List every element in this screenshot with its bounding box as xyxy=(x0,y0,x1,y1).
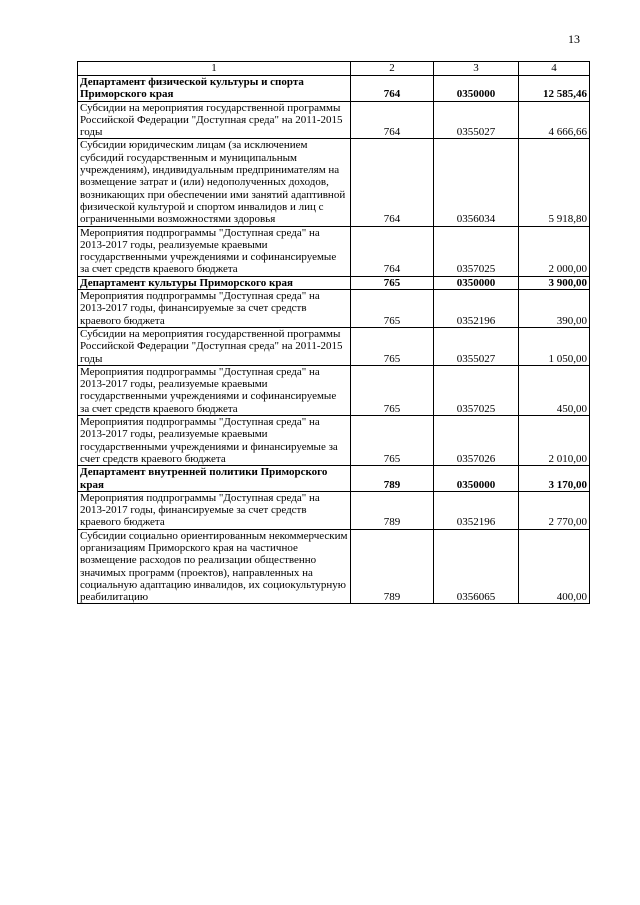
row-classifier-code: 0355027 xyxy=(434,327,519,365)
budget-table xyxy=(77,61,590,604)
row-amount: 2 770,00 xyxy=(519,491,590,529)
row-amount: 450,00 xyxy=(519,365,590,415)
row-department-code: 765 xyxy=(351,290,434,328)
row-amount: 3 170,00 xyxy=(519,466,590,492)
row-description: Субсидии на мероприятия государственной программы Российской Федерации "Доступная среда" на 2011-2015 годы xyxy=(78,327,351,365)
budget-table-body xyxy=(78,62,590,604)
row-classifier-code: 0357025 xyxy=(434,226,519,276)
row-description: Департамент культуры Приморского края xyxy=(78,276,351,289)
row-department-code: 764 xyxy=(351,226,434,276)
row-description: Субсидии на мероприятия государственной программы Российской Федерации "Доступная среда" на 2011-2015 годы xyxy=(78,101,351,139)
column-number-2: 2 xyxy=(351,62,434,76)
row-department-code: 765 xyxy=(351,365,434,415)
row-classifier-code: 0356065 xyxy=(434,529,519,604)
table-row xyxy=(78,139,590,226)
row-classifier-code: 0357026 xyxy=(434,416,519,466)
row-amount: 5 918,80 xyxy=(519,139,590,226)
column-number-4: 4 xyxy=(519,62,590,76)
row-classifier-code: 0350000 xyxy=(434,466,519,492)
row-description: Субсидии социально ориентированным некоммерческим организациям Приморского края на частичное возмещение расходов по реализации общественно значимых программ (проектов), направленных на социальную адаптацию инвалидов, их социокультурную реабилитацию xyxy=(78,529,351,604)
page-number: 13 xyxy=(568,32,580,46)
table-row xyxy=(78,327,590,365)
row-department-code: 764 xyxy=(351,139,434,226)
table-row xyxy=(78,365,590,415)
row-classifier-code: 0355027 xyxy=(434,101,519,139)
table-row xyxy=(78,491,590,529)
table-row xyxy=(78,101,590,139)
row-amount: 400,00 xyxy=(519,529,590,604)
row-department-code: 789 xyxy=(351,491,434,529)
row-amount: 1 050,00 xyxy=(519,327,590,365)
table-row xyxy=(78,529,590,604)
row-description: Мероприятия подпрограммы "Доступная среда" на 2013-2017 годы, реализуемые краевыми государственными учреждениями и финансируемые за счет средств краевого бюджета xyxy=(78,416,351,466)
row-description: Субсидии юридическим лицам (за исключением субсидий государственным и муниципальным учреждениям), индивидуальным предпринимателям на возмещение затрат и (или) недополученных доходов, возникающих при обеспечении ими занятий адаптивной физической культурой и спортом инвалидов и лиц с ограниченными возможностями здоровья xyxy=(78,139,351,226)
row-department-code: 764 xyxy=(351,101,434,139)
row-classifier-code: 0357025 xyxy=(434,365,519,415)
row-description: Мероприятия подпрограммы "Доступная среда" на 2013-2017 годы, финансируемые за счет средств краевого бюджета xyxy=(78,491,351,529)
row-amount: 12 585,46 xyxy=(519,76,590,102)
row-description: Мероприятия подпрограммы "Доступная среда" на 2013-2017 годы, финансируемые за счет средств краевого бюджета xyxy=(78,290,351,328)
row-amount: 4 666,66 xyxy=(519,101,590,139)
row-classifier-code: 0356034 xyxy=(434,139,519,226)
row-classifier-code: 0352196 xyxy=(434,491,519,529)
column-number-row xyxy=(78,62,590,76)
row-classifier-code: 0352196 xyxy=(434,290,519,328)
row-department-code: 789 xyxy=(351,466,434,492)
row-amount: 2 000,00 xyxy=(519,226,590,276)
row-amount: 390,00 xyxy=(519,290,590,328)
row-department-code: 789 xyxy=(351,529,434,604)
row-description: Департамент внутренней политики Приморского края xyxy=(78,466,351,492)
department-row xyxy=(78,466,590,492)
department-row xyxy=(78,276,590,289)
row-description: Департамент физической культуры и спорта Приморского края xyxy=(78,76,351,102)
column-number-1: 1 xyxy=(78,62,351,76)
table-row xyxy=(78,416,590,466)
row-department-code: 765 xyxy=(351,327,434,365)
row-department-code: 765 xyxy=(351,276,434,289)
row-department-code: 764 xyxy=(351,76,434,102)
row-classifier-code: 0350000 xyxy=(434,76,519,102)
row-amount: 3 900,00 xyxy=(519,276,590,289)
table-row xyxy=(78,226,590,276)
column-number-3: 3 xyxy=(434,62,519,76)
row-department-code: 765 xyxy=(351,416,434,466)
row-amount: 2 010,00 xyxy=(519,416,590,466)
department-row xyxy=(78,76,590,102)
table-row xyxy=(78,290,590,328)
row-description: Мероприятия подпрограммы "Доступная среда" на 2013-2017 годы, реализуемые краевыми государственными учреждениями и софинансируемые за счет средств краевого бюджета xyxy=(78,226,351,276)
row-classifier-code: 0350000 xyxy=(434,276,519,289)
row-description: Мероприятия подпрограммы "Доступная среда" на 2013-2017 годы, реализуемые краевыми государственными учреждениями и софинансируемые за счет средств краевого бюджета xyxy=(78,365,351,415)
